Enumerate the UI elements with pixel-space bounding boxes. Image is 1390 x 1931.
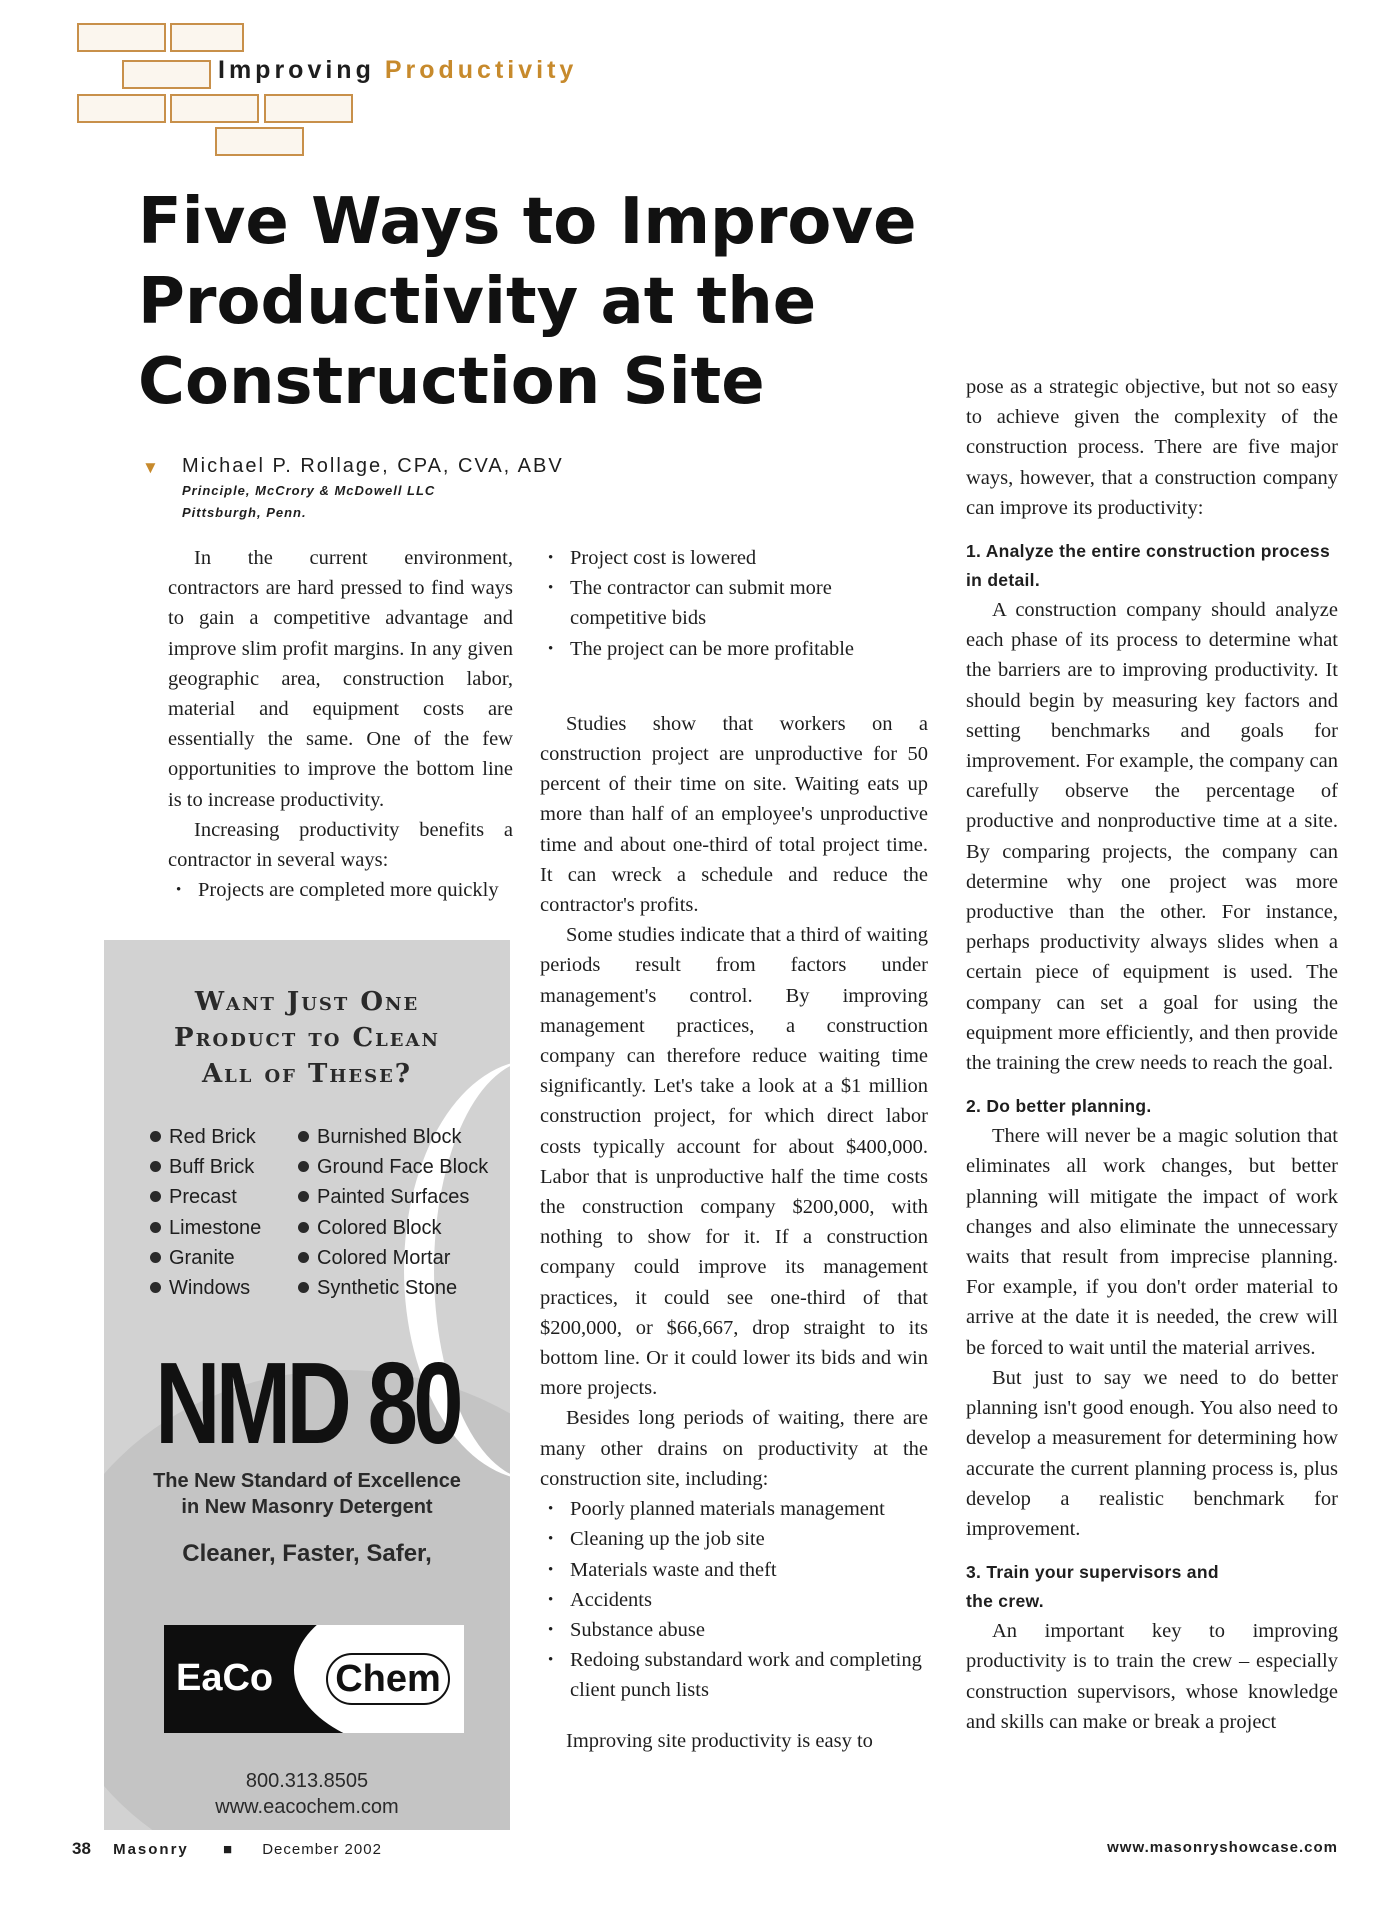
paragraph: A construction company should analyze each phase of its process to determine what the barriers are to improving productivity. It should begin by measuring key factors and setting benchmarks and goals for improvement. For example, the company can carefully observe the percentage of productive and nonproductive time at a site. By comparing projects, the company can determine why one project was more productive than the other. For instance, perhaps productivity always slides when a certain piece of equipment is used. The company can set a goal for using the equipment more efficiently, and then provide the training the crew needs to reach the goal. <box>966 599 1338 1075</box>
title-line: Construction Site <box>138 345 765 419</box>
bullet-icon <box>150 1282 161 1293</box>
section-heading: 3. Train your supervisors and the crew. <box>966 1562 1219 1612</box>
list-item: • Accidents <box>540 1585 928 1615</box>
paragraph: Studies show that workers on a construction project are unproductive for 50 percent of their time on site. Waiting eats up more than half of an employee's unproductive time and about one-third of total project time. It can wreck a schedule and reduce the contractor's profits. <box>540 712 928 917</box>
footer-left <box>72 1839 382 1859</box>
ad-list-right <box>298 1122 488 1303</box>
paragraph: Some studies indicate that a third of waiting periods result from factors under management's control. By improving management practices, a construction company can therefore reduce waiting time significantly. Let's take a look at a $1 million construction project, for which direct labor costs typically account for about $400,000. Labor that is unproductive half the time costs the construction company $200,000, with nothing to show for it. If a construction company could improve its management practices, it could see one-third of that $200,000, or $66,667, drop straight to its bottom line. Or it could lower its bids and win more projects. <box>540 924 928 1400</box>
title-line: Five Ways to Improve <box>138 185 917 259</box>
logo-word-eaco: EaCo <box>176 1657 274 1699</box>
bullet-icon <box>298 1222 309 1233</box>
column-2 <box>540 543 928 1756</box>
ad-tagline-line: in New Masonry Detergent <box>181 1496 433 1518</box>
column-3 <box>966 372 1338 1737</box>
ad-list-item: Colored Mortar <box>298 1243 488 1273</box>
advertisement <box>104 940 510 1830</box>
ad-list-item: Colored Block <box>298 1213 488 1243</box>
section-heading: 2. Do better planning. <box>966 1096 1152 1117</box>
ad-list-item: Ground Face Block <box>298 1152 488 1182</box>
ad-product-name: NMD 80 <box>155 1338 459 1468</box>
list-item: • Project cost is lowered <box>540 543 928 573</box>
triangle-icon: ▼ <box>142 458 159 477</box>
bullet-icon <box>150 1131 161 1142</box>
separator-icon: ■ <box>222 1841 233 1858</box>
section-label <box>218 56 577 85</box>
bullet-icon <box>150 1161 161 1172</box>
ad-tagline <box>104 1468 510 1520</box>
paragraph: Besides long periods of waiting, there are many other drains on productivity at the construction site, including: <box>540 1407 928 1490</box>
list-item: • Substance abuse <box>540 1615 928 1645</box>
bullet-icon <box>298 1282 309 1293</box>
ad-website: www.eacochem.com <box>215 1796 399 1818</box>
list-item: • Projects are completed more quickly <box>168 875 513 905</box>
bullet-icon <box>298 1252 309 1263</box>
paragraph: An important key to improving productivity is to train the crew – especially construction supervisors, whose knowledge and skills can make or break a project <box>966 1620 1338 1733</box>
bullet-icon <box>150 1191 161 1202</box>
ad-list-item: Limestone <box>150 1213 261 1243</box>
bullet-icon <box>298 1161 309 1172</box>
issue-date: December 2002 <box>262 1841 382 1858</box>
ad-list-item: Buff Brick <box>150 1152 261 1182</box>
ad-list-item: Red Brick <box>150 1122 261 1152</box>
ad-headline <box>104 984 510 1092</box>
bullet-icon <box>298 1131 309 1142</box>
list-item: • Poorly planned materials management <box>540 1494 928 1524</box>
paragraph: There will never be a magic solution that eliminates all work changes, but better planning will mitigate the impact of work changes and also eliminate the unnecessary waits that result from imprecise planning. For example, if you don't order material to arrive at the date it is needed, the crew will be forced to wait until the material arrives. <box>966 1125 1338 1359</box>
paragraph: Improving site productivity is easy to <box>566 1729 873 1752</box>
ad-contact <box>104 1768 510 1820</box>
paragraph: In the current environment, contractors are hard pressed to find ways to gain a competitive advantage and improve slim profit margins. In any given geographic area, construction labor, material and equipment costs are essentially the same. One of the few opportunities to improve the bottom line is to increase productivity. <box>168 547 513 811</box>
author-name: Michael P. Rollage, CPA, CVA, ABV <box>182 455 564 477</box>
ad-slogan: Cleaner, Faster, Safer, <box>182 1540 432 1567</box>
bullet-icon <box>298 1191 309 1202</box>
paragraph: Increasing productivity benefits a contractor in several ways: <box>168 818 513 872</box>
ad-list-left <box>150 1122 261 1303</box>
footer-right <box>1107 1839 1338 1856</box>
website-url[interactable]: www.masonryshowcase.com <box>1107 1839 1338 1856</box>
list-item: • Cleaning up the job site <box>540 1524 928 1554</box>
paragraph: pose as a strategic objective, but not so easy to achieve given the complexity of the construction process. There are five major ways, however, that a construction company can improve its productivity: <box>966 376 1338 519</box>
drains-list <box>540 1494 928 1705</box>
bullet-icon <box>150 1222 161 1233</box>
magazine-name: Masonry <box>113 1841 189 1858</box>
section-heading: 1. Analyze the entire construction process in detail. <box>966 541 1330 591</box>
ad-headline-line: Want Just One <box>194 987 420 1017</box>
ad-headline-line: All of These? <box>201 1059 413 1089</box>
bullet-icon <box>150 1252 161 1263</box>
ad-list-item: Synthetic Stone <box>298 1273 488 1303</box>
ad-list-item: Granite <box>150 1243 261 1273</box>
ad-list-item: Windows <box>150 1273 261 1303</box>
list-item: • The project can be more profitable <box>540 634 928 664</box>
logo-word-chem: Chem <box>326 1653 450 1705</box>
benefits-list <box>168 875 513 905</box>
section-label-word2: Productivity <box>384 56 578 84</box>
list-item: • Materials waste and theft <box>540 1555 928 1585</box>
ad-list-item: Precast <box>150 1182 261 1212</box>
ad-tagline-line: The New Standard of Excellence <box>153 1470 461 1492</box>
page-number: 38 <box>72 1839 91 1858</box>
ad-list-item: Burnished Block <box>298 1122 488 1152</box>
eacochem-logo <box>164 1625 464 1733</box>
paragraph: But just to say we need to do better planning isn't good enough. You also need to develop a measurement for determining how accurate the current planning process is, plus develop a realistic benchmark for improvement. <box>966 1366 1338 1540</box>
list-item: • The contractor can submit more competitive bids <box>540 573 928 633</box>
column-1 <box>168 543 513 905</box>
ad-headline-line: Product to Clean <box>174 1023 440 1053</box>
article-title <box>138 182 998 422</box>
benefits-list-continued <box>540 543 928 664</box>
section-label-word1: Improving <box>218 56 375 84</box>
author-affiliation: Principle, McCrory & McDowell LLC <box>182 483 436 498</box>
author-location: Pittsburgh, Penn. <box>182 505 307 520</box>
ad-phone: 800.313.8505 <box>245 1770 369 1792</box>
title-line: Productivity at the <box>138 265 817 339</box>
ad-list-item: Painted Surfaces <box>298 1182 488 1212</box>
list-item: • Redoing substandard work and completing client punch lists <box>540 1645 928 1705</box>
